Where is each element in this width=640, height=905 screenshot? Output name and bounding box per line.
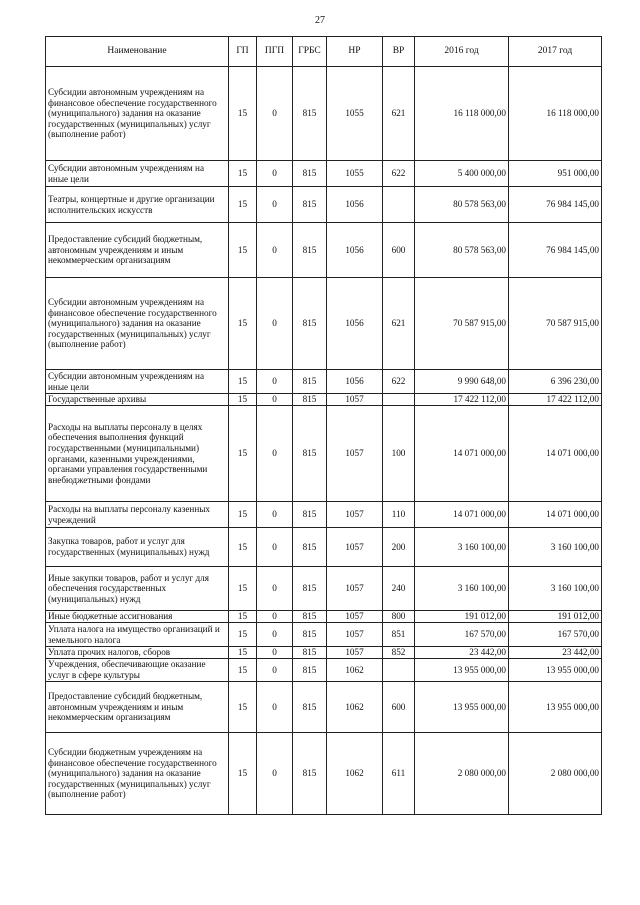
cell-gp: 15	[229, 370, 257, 394]
cell-pgp: 0	[257, 647, 293, 659]
cell-pgp: 0	[257, 370, 293, 394]
cell-name: Субсидии автономным учреждениям на финансовое обеспечение государственного (муниципального) задания на оказание государственных (муниципальных) услуг (выполнение работ)	[46, 278, 229, 370]
cell-name: Субсидии автономным учреждениям на иные цели	[46, 161, 229, 187]
cell-2017: 76 984 145,00	[509, 223, 602, 278]
cell-vr: 240	[383, 567, 415, 611]
table-row	[46, 187, 602, 223]
cell-gp: 15	[229, 528, 257, 567]
table-row	[46, 659, 602, 682]
page-number: 27	[315, 15, 325, 26]
table-row	[46, 278, 602, 370]
cell-grbs: 815	[293, 659, 327, 682]
cell-2016: 16 118 000,00	[415, 67, 509, 161]
cell-gp: 15	[229, 223, 257, 278]
cell-2017: 70 587 915,00	[509, 278, 602, 370]
cell-gp: 15	[229, 611, 257, 623]
cell-pgp: 0	[257, 161, 293, 187]
cell-2016: 23 442,00	[415, 647, 509, 659]
cell-2016: 9 990 648,00	[415, 370, 509, 394]
cell-np: 1056	[327, 187, 383, 223]
cell-vr: 110	[383, 502, 415, 528]
cell-grbs: 815	[293, 682, 327, 733]
cell-2016: 13 955 000,00	[415, 682, 509, 733]
cell-gp: 15	[229, 682, 257, 733]
cell-vr: 800	[383, 611, 415, 623]
cell-grbs: 815	[293, 647, 327, 659]
cell-pgp: 0	[257, 406, 293, 502]
cell-2016: 2 080 000,00	[415, 733, 509, 815]
cell-grbs: 815	[293, 733, 327, 815]
cell-2016: 191 012,00	[415, 611, 509, 623]
cell-name: Государственные архивы	[46, 394, 229, 406]
cell-vr	[383, 394, 415, 406]
cell-pgp: 0	[257, 223, 293, 278]
cell-vr: 621	[383, 67, 415, 161]
cell-name: Уплата прочих налогов, сборов	[46, 647, 229, 659]
table-row	[46, 161, 602, 187]
cell-np: 1055	[327, 67, 383, 161]
cell-2016: 80 578 563,00	[415, 187, 509, 223]
cell-2016: 167 570,00	[415, 623, 509, 647]
cell-2017: 2 080 000,00	[509, 733, 602, 815]
table-row	[46, 223, 602, 278]
cell-2016: 5 400 000,00	[415, 161, 509, 187]
table-row	[46, 528, 602, 567]
cell-2017: 167 570,00	[509, 623, 602, 647]
cell-grbs: 815	[293, 67, 327, 161]
cell-np: 1056	[327, 278, 383, 370]
cell-np: 1057	[327, 567, 383, 611]
cell-2017: 17 422 112,00	[509, 394, 602, 406]
cell-vr: 622	[383, 161, 415, 187]
table-row	[46, 623, 602, 647]
cell-name: Предоставление субсидий бюджетным, автономным учреждениям и иным некоммерческим организациям	[46, 223, 229, 278]
cell-2017: 6 396 230,00	[509, 370, 602, 394]
cell-name: Расходы на выплаты персоналу казенных учреждений	[46, 502, 229, 528]
cell-vr	[383, 187, 415, 223]
cell-np: 1056	[327, 370, 383, 394]
cell-pgp: 0	[257, 67, 293, 161]
cell-2017: 76 984 145,00	[509, 187, 602, 223]
header-pgp: ПГП	[257, 37, 293, 67]
cell-grbs: 815	[293, 528, 327, 567]
table-row	[46, 682, 602, 733]
cell-np: 1057	[327, 394, 383, 406]
cell-gp: 15	[229, 394, 257, 406]
cell-np: 1062	[327, 733, 383, 815]
cell-pgp: 0	[257, 502, 293, 528]
cell-gp: 15	[229, 502, 257, 528]
cell-name: Учреждения, обеспечивающие оказание услуг в сфере культуры	[46, 659, 229, 682]
cell-vr: 622	[383, 370, 415, 394]
cell-gp: 15	[229, 187, 257, 223]
cell-vr: 851	[383, 623, 415, 647]
cell-grbs: 815	[293, 406, 327, 502]
table-row	[46, 406, 602, 502]
cell-2016: 14 071 000,00	[415, 502, 509, 528]
cell-grbs: 815	[293, 567, 327, 611]
cell-gp: 15	[229, 67, 257, 161]
cell-2016: 80 578 563,00	[415, 223, 509, 278]
cell-gp: 15	[229, 623, 257, 647]
table-row	[46, 394, 602, 406]
cell-name: Иные закупки товаров, работ и услуг для обеспечения государственных (муниципальных) нужд	[46, 567, 229, 611]
table-row	[46, 611, 602, 623]
cell-grbs: 815	[293, 187, 327, 223]
cell-vr: 611	[383, 733, 415, 815]
cell-2016: 17 422 112,00	[415, 394, 509, 406]
cell-name: Субсидии автономным учреждениям на иные цели	[46, 370, 229, 394]
cell-grbs: 815	[293, 611, 327, 623]
cell-vr: 600	[383, 223, 415, 278]
cell-name: Театры, концертные и другие организации исполнительских искусств	[46, 187, 229, 223]
cell-2017: 3 160 100,00	[509, 528, 602, 567]
header-vr: ВР	[383, 37, 415, 67]
cell-2016: 3 160 100,00	[415, 528, 509, 567]
table-row	[46, 733, 602, 815]
cell-np: 1062	[327, 659, 383, 682]
cell-grbs: 815	[293, 223, 327, 278]
cell-gp: 15	[229, 659, 257, 682]
cell-grbs: 815	[293, 502, 327, 528]
cell-np: 1062	[327, 682, 383, 733]
cell-vr: 621	[383, 278, 415, 370]
cell-2016: 13 955 000,00	[415, 659, 509, 682]
cell-vr	[383, 659, 415, 682]
cell-name: Уплата налога на имущество организаций и земельного налога	[46, 623, 229, 647]
cell-name: Закупка товаров, работ и услуг для государственных (муниципальных) нужд	[46, 528, 229, 567]
header-np: НР	[327, 37, 383, 67]
cell-grbs: 815	[293, 370, 327, 394]
cell-2017: 3 160 100,00	[509, 567, 602, 611]
cell-name: Предоставление субсидий бюджетным, автономным учреждениям и иным некоммерческим организациям	[46, 682, 229, 733]
cell-np: 1055	[327, 161, 383, 187]
cell-pgp: 0	[257, 567, 293, 611]
cell-np: 1057	[327, 406, 383, 502]
cell-vr: 852	[383, 647, 415, 659]
cell-np: 1056	[327, 223, 383, 278]
header-2017: 2017 год	[509, 37, 602, 67]
cell-gp: 15	[229, 161, 257, 187]
cell-grbs: 815	[293, 161, 327, 187]
budget-table	[45, 36, 602, 815]
cell-np: 1057	[327, 528, 383, 567]
cell-name: Субсидии автономным учреждениям на финансовое обеспечение государственного (муниципального) задания на оказание государственных (муниципальных) услуг (выполнение работ)	[46, 67, 229, 161]
table-row	[46, 67, 602, 161]
cell-name: Субсидии бюджетным учреждениям на финансовое обеспечение государственного (муниципального) задания на оказание государственных (муниципальных) услуг (выполнение работ)	[46, 733, 229, 815]
cell-pgp: 0	[257, 682, 293, 733]
cell-vr: 200	[383, 528, 415, 567]
cell-pgp: 0	[257, 187, 293, 223]
cell-gp: 15	[229, 278, 257, 370]
cell-pgp: 0	[257, 659, 293, 682]
cell-gp: 15	[229, 406, 257, 502]
header-grbs: ГРБС	[293, 37, 327, 67]
cell-gp: 15	[229, 733, 257, 815]
cell-2017: 191 012,00	[509, 611, 602, 623]
cell-name: Расходы на выплаты персоналу в целях обеспечения выполнения функций государственными (муниципальными) органами, казенными учреждениями, органами управления государственными внебюджетными фондами	[46, 406, 229, 502]
cell-pgp: 0	[257, 394, 293, 406]
cell-2017: 14 071 000,00	[509, 502, 602, 528]
header-name: Наименование	[46, 37, 229, 67]
cell-np: 1057	[327, 502, 383, 528]
cell-2017: 13 955 000,00	[509, 659, 602, 682]
cell-2017: 16 118 000,00	[509, 67, 602, 161]
cell-pgp: 0	[257, 611, 293, 623]
cell-gp: 15	[229, 567, 257, 611]
cell-pgp: 0	[257, 733, 293, 815]
cell-2017: 14 071 000,00	[509, 406, 602, 502]
cell-2016: 14 071 000,00	[415, 406, 509, 502]
table-row	[46, 647, 602, 659]
table-header-row	[46, 37, 602, 67]
cell-gp: 15	[229, 647, 257, 659]
cell-vr: 600	[383, 682, 415, 733]
cell-name: Иные бюджетные ассигнования	[46, 611, 229, 623]
cell-2017: 951 000,00	[509, 161, 602, 187]
cell-vr: 100	[383, 406, 415, 502]
cell-2017: 13 955 000,00	[509, 682, 602, 733]
cell-grbs: 815	[293, 623, 327, 647]
cell-grbs: 815	[293, 278, 327, 370]
cell-2017: 23 442,00	[509, 647, 602, 659]
cell-pgp: 0	[257, 528, 293, 567]
table-row	[46, 370, 602, 394]
table-row	[46, 567, 602, 611]
cell-2016: 3 160 100,00	[415, 567, 509, 611]
cell-2016: 70 587 915,00	[415, 278, 509, 370]
cell-pgp: 0	[257, 623, 293, 647]
cell-np: 1057	[327, 623, 383, 647]
cell-np: 1057	[327, 647, 383, 659]
cell-np: 1057	[327, 611, 383, 623]
header-gp: ГП	[229, 37, 257, 67]
header-2016: 2016 год	[415, 37, 509, 67]
table-row	[46, 502, 602, 528]
cell-grbs: 815	[293, 394, 327, 406]
cell-pgp: 0	[257, 278, 293, 370]
